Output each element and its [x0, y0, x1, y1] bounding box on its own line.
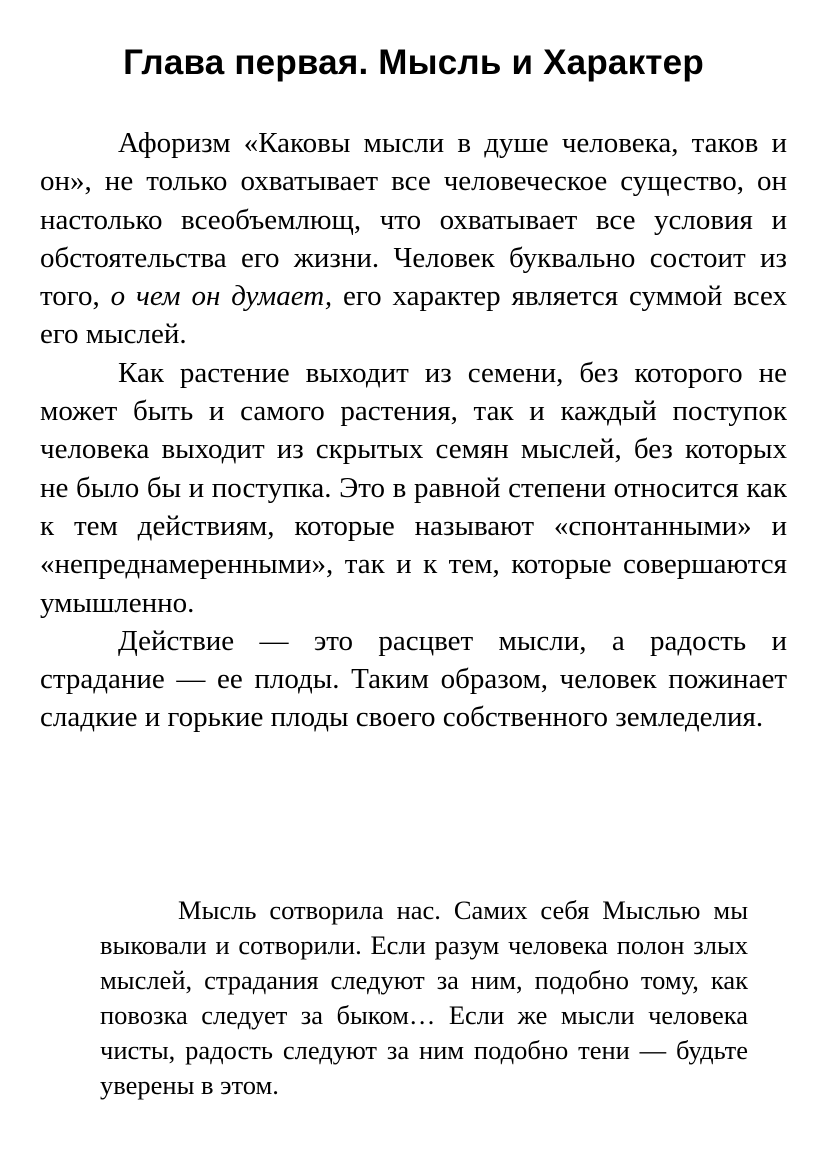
paragraph-2: Как растение выходит из семени, без которого не может быть и самого растения, так и каждый поступок человека выходит из скрытых семян мыслей, без которых не было бы и поступка. Это в равной степени относится как к тем действиям, которые называют «спонтанными» и «непреднамеренными», так и к тем, которые совершаются умышленно. [40, 356, 787, 619]
paragraph-1-text-start: Афоризм «Каковы мысли в душе человека, таков и он», не только охватывает все человеческое существо, он настолько всеобъемлющ, что охватывает все условия и обстоятельства его жизни. Человек буквально состоит из того, [40, 127, 787, 313]
epigraph-quote [100, 893, 748, 1103]
epigraph-text: Мысль сотворила нас. Самих себя Мыслью мы выковали и сотворили. Если разум человека полон злых мыслей, страдания следуют за ним, подобно тому, как повозка следует за быком… Если же мысли человека чисты, радость следуют за ним подобно тени — будьте уверены в этом. [100, 895, 748, 1100]
paragraph-1 [40, 124, 787, 354]
paragraph-1-text-end: его характер является суммой всех его мыслей. [40, 280, 788, 351]
chapter-title: Глава первая. Мысль и Характер [123, 43, 704, 82]
paragraph-1-italic-phrase: о чем он думает, [110, 280, 333, 313]
paragraph-3: Действие — это расцвет мысли, а радость и страдание — ее плоды. Таким образом, человек пожинает сладкие и горькие плоды своего собственного земледелия. [40, 624, 787, 734]
chapter-body [40, 124, 787, 737]
